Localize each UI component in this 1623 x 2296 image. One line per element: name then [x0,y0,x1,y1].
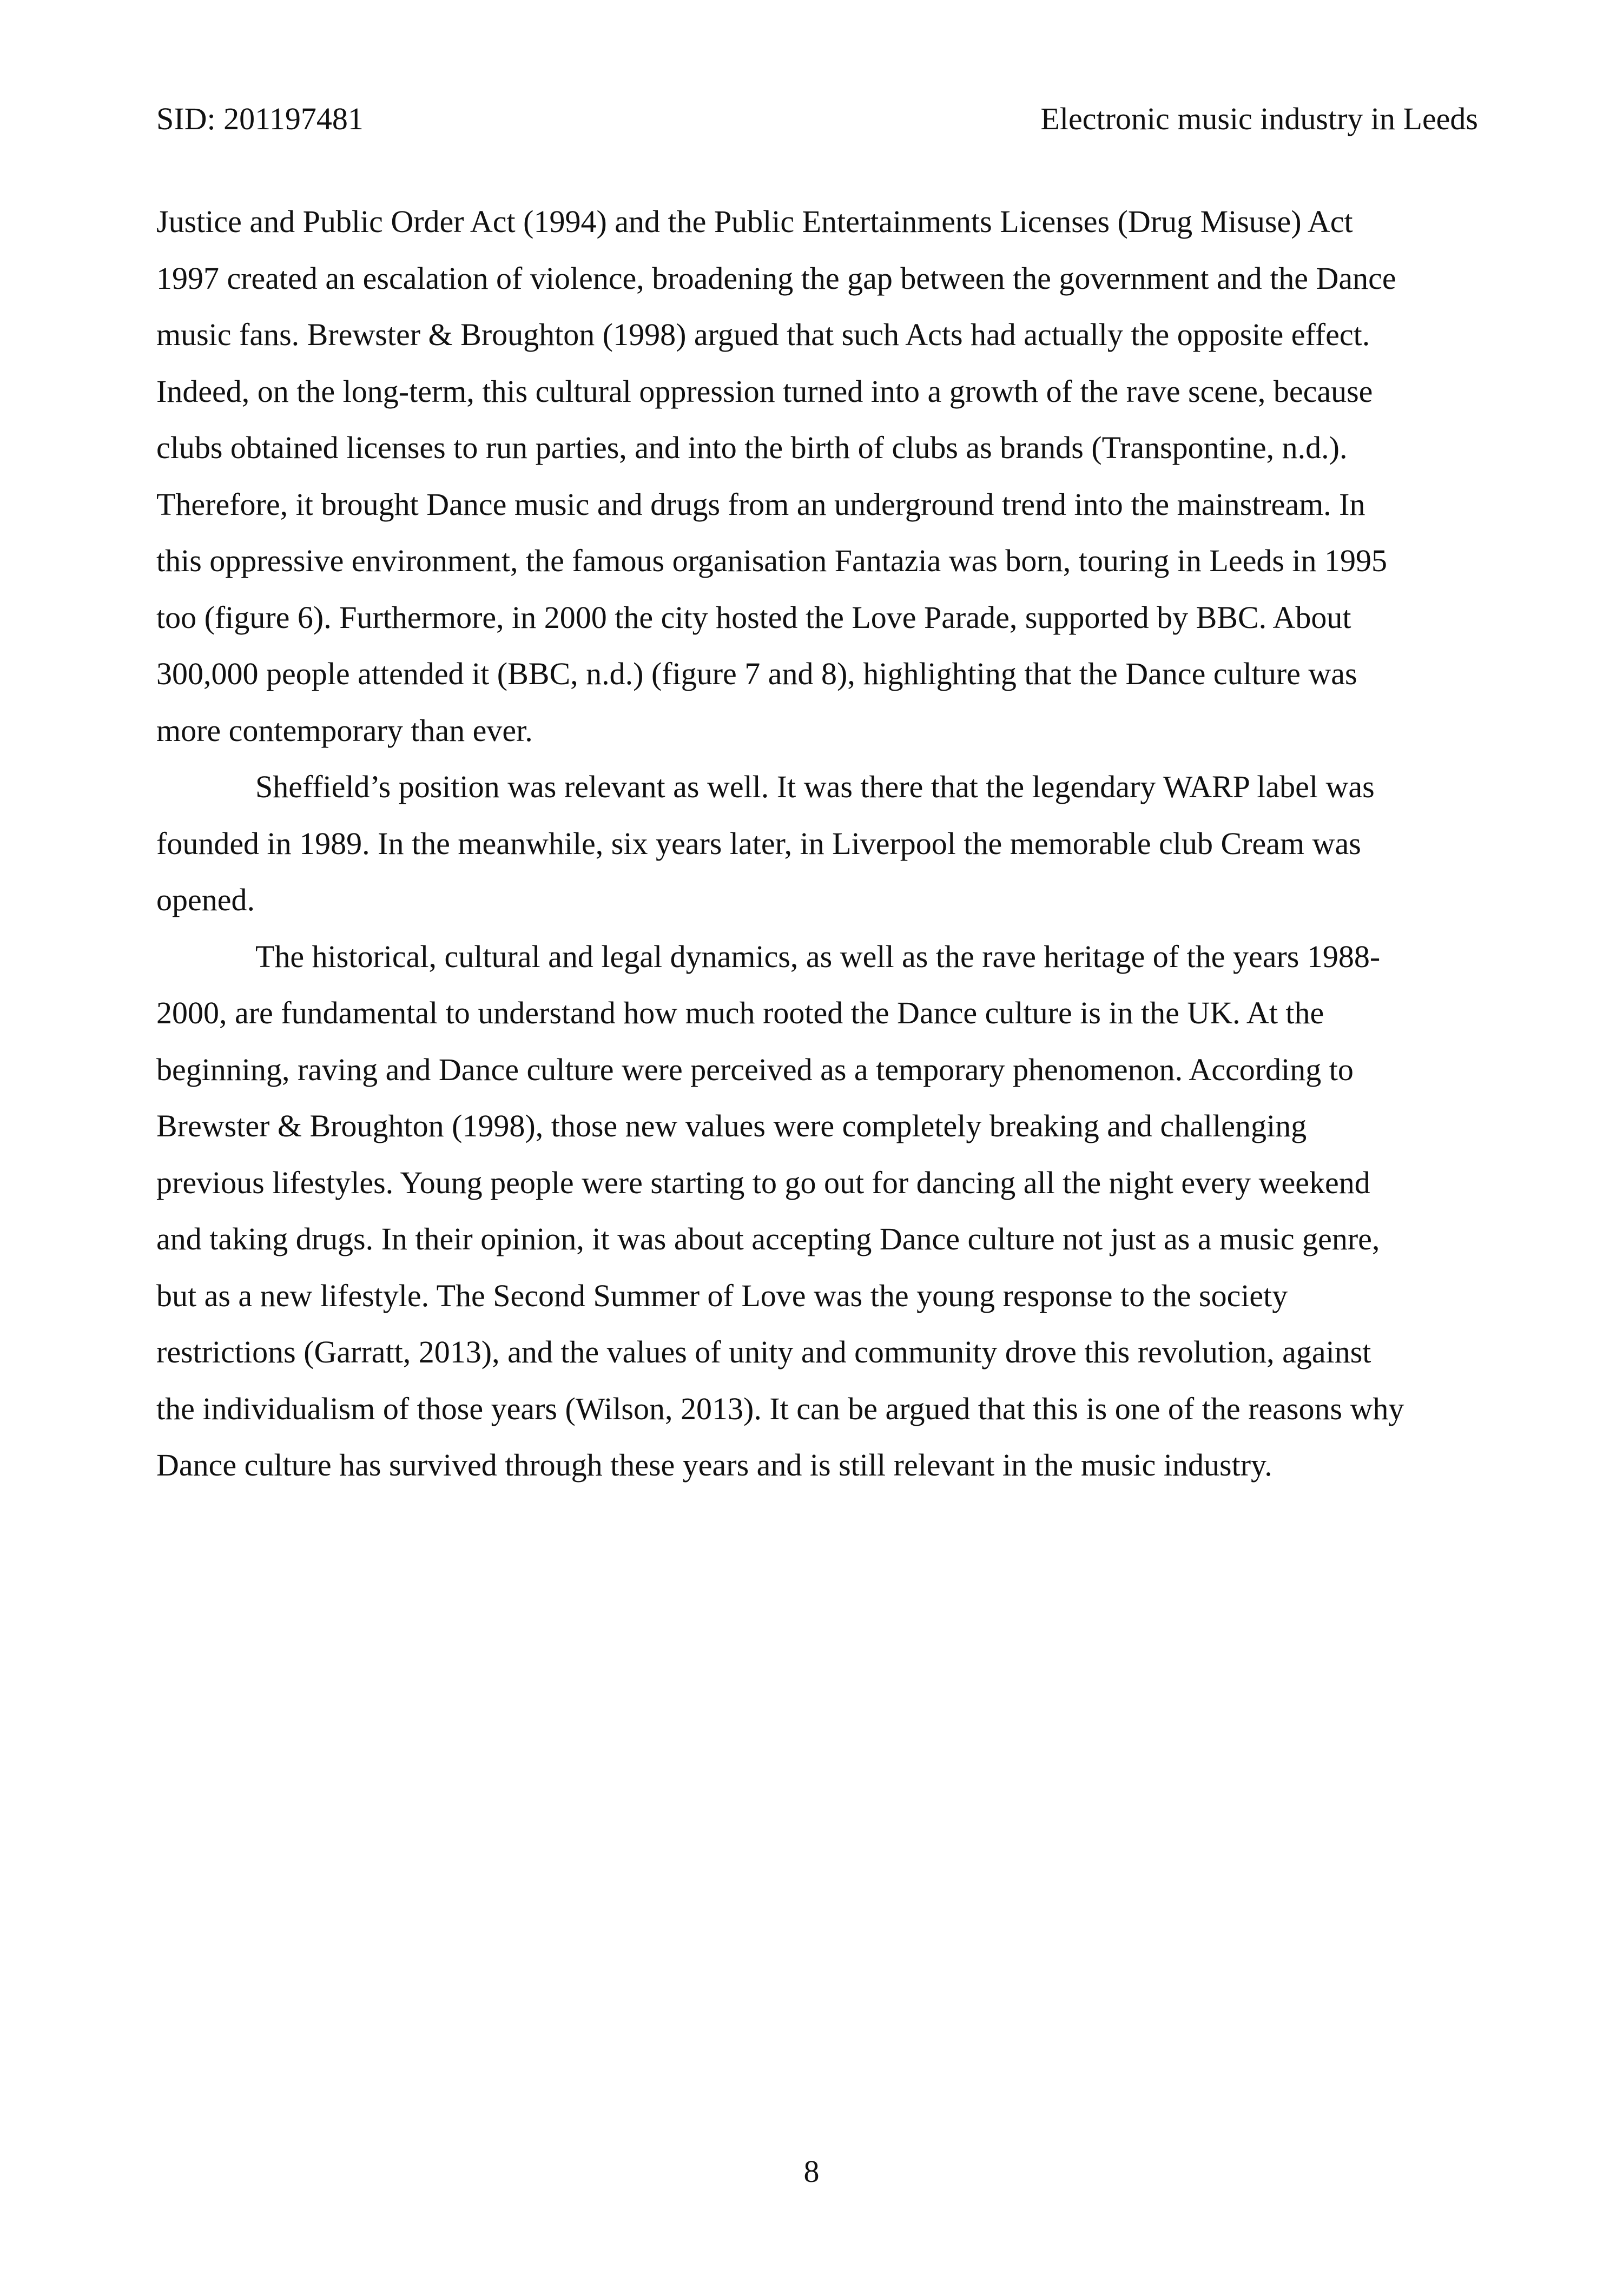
text-line: Justice and Public Order Act (1994) and the Public Entertainments Licenses (Drug Misuse) Act [156,204,1353,239]
text-line: The historical, cultural and legal dynamics, as well as the rave heritage of the years 1988- [255,938,1381,974]
body-text [156,194,1476,1494]
paragraph [156,929,1476,1494]
text-line: Therefore, it brought Dance music and drugs from an underground trend into the mainstream. In [156,486,1365,522]
paragraph [156,759,1476,929]
text-line: but as a new lifestyle. The Second Summer of Love was the young response to the society [156,1278,1288,1313]
text-line: 2000, are fundamental to understand how much rooted the Dance culture is in the UK. At the [156,995,1324,1030]
text-line: Indeed, on the long-term, this cultural oppression turned into a growth of the rave scene, because [156,373,1373,409]
text-line: opened. [156,882,255,917]
text-line: too (figure 6). Furthermore, in 2000 the city hosted the Love Parade, supported by BBC. About [156,599,1351,635]
text-line: previous lifestyles. Young people were starting to go out for dancing all the night every weekend [156,1164,1370,1200]
page-number: 8 [803,2154,820,2189]
paragraph [156,194,1476,759]
text-line: and taking drugs. In their opinion, it was about accepting Dance culture not just as a music genre, [156,1221,1380,1256]
text-line: 300,000 people attended it (BBC, n.d.) (figure 7 and 8), highlighting that the Dance culture was [156,656,1357,691]
text-line: beginning, raving and Dance culture were perceived as a temporary phenomenon. According to [156,1051,1354,1087]
text-line: restrictions (Garratt, 2013), and the values of unity and community drove this revolution, against [156,1334,1371,1369]
header-student-id: SID: 201197481 [156,101,364,136]
text-line: Brewster & Broughton (1998), those new values were completely breaking and challenging [156,1108,1307,1143]
header-document-title: Electronic music industry in Leeds [1040,101,1478,136]
text-line: the individualism of those years (Wilson, 2013). It can be argued that this is one of the reasons why [156,1391,1404,1426]
text-line: founded in 1989. In the meanwhile, six years later, in Liverpool the memorable club Cream was [156,825,1361,861]
text-line: Dance culture has survived through these years and is still relevant in the music industry. [156,1447,1272,1483]
page-header [156,97,1478,141]
text-line: Sheffield’s position was relevant as well. It was there that the legendary WARP label was [255,769,1375,804]
text-line: music fans. Brewster & Broughton (1998) argued that such Acts had actually the opposite effect. [156,317,1370,352]
text-line: 1997 created an escalation of violence, broadening the gap between the government and the Dance [156,260,1396,296]
text-line: more contemporary than ever. [156,712,533,748]
text-line: clubs obtained licenses to run parties, and into the birth of clubs as brands (Transpontine, n.d.). [156,430,1348,465]
text-line: this oppressive environment, the famous organisation Fantazia was born, touring in Leeds in 1995 [156,543,1387,578]
